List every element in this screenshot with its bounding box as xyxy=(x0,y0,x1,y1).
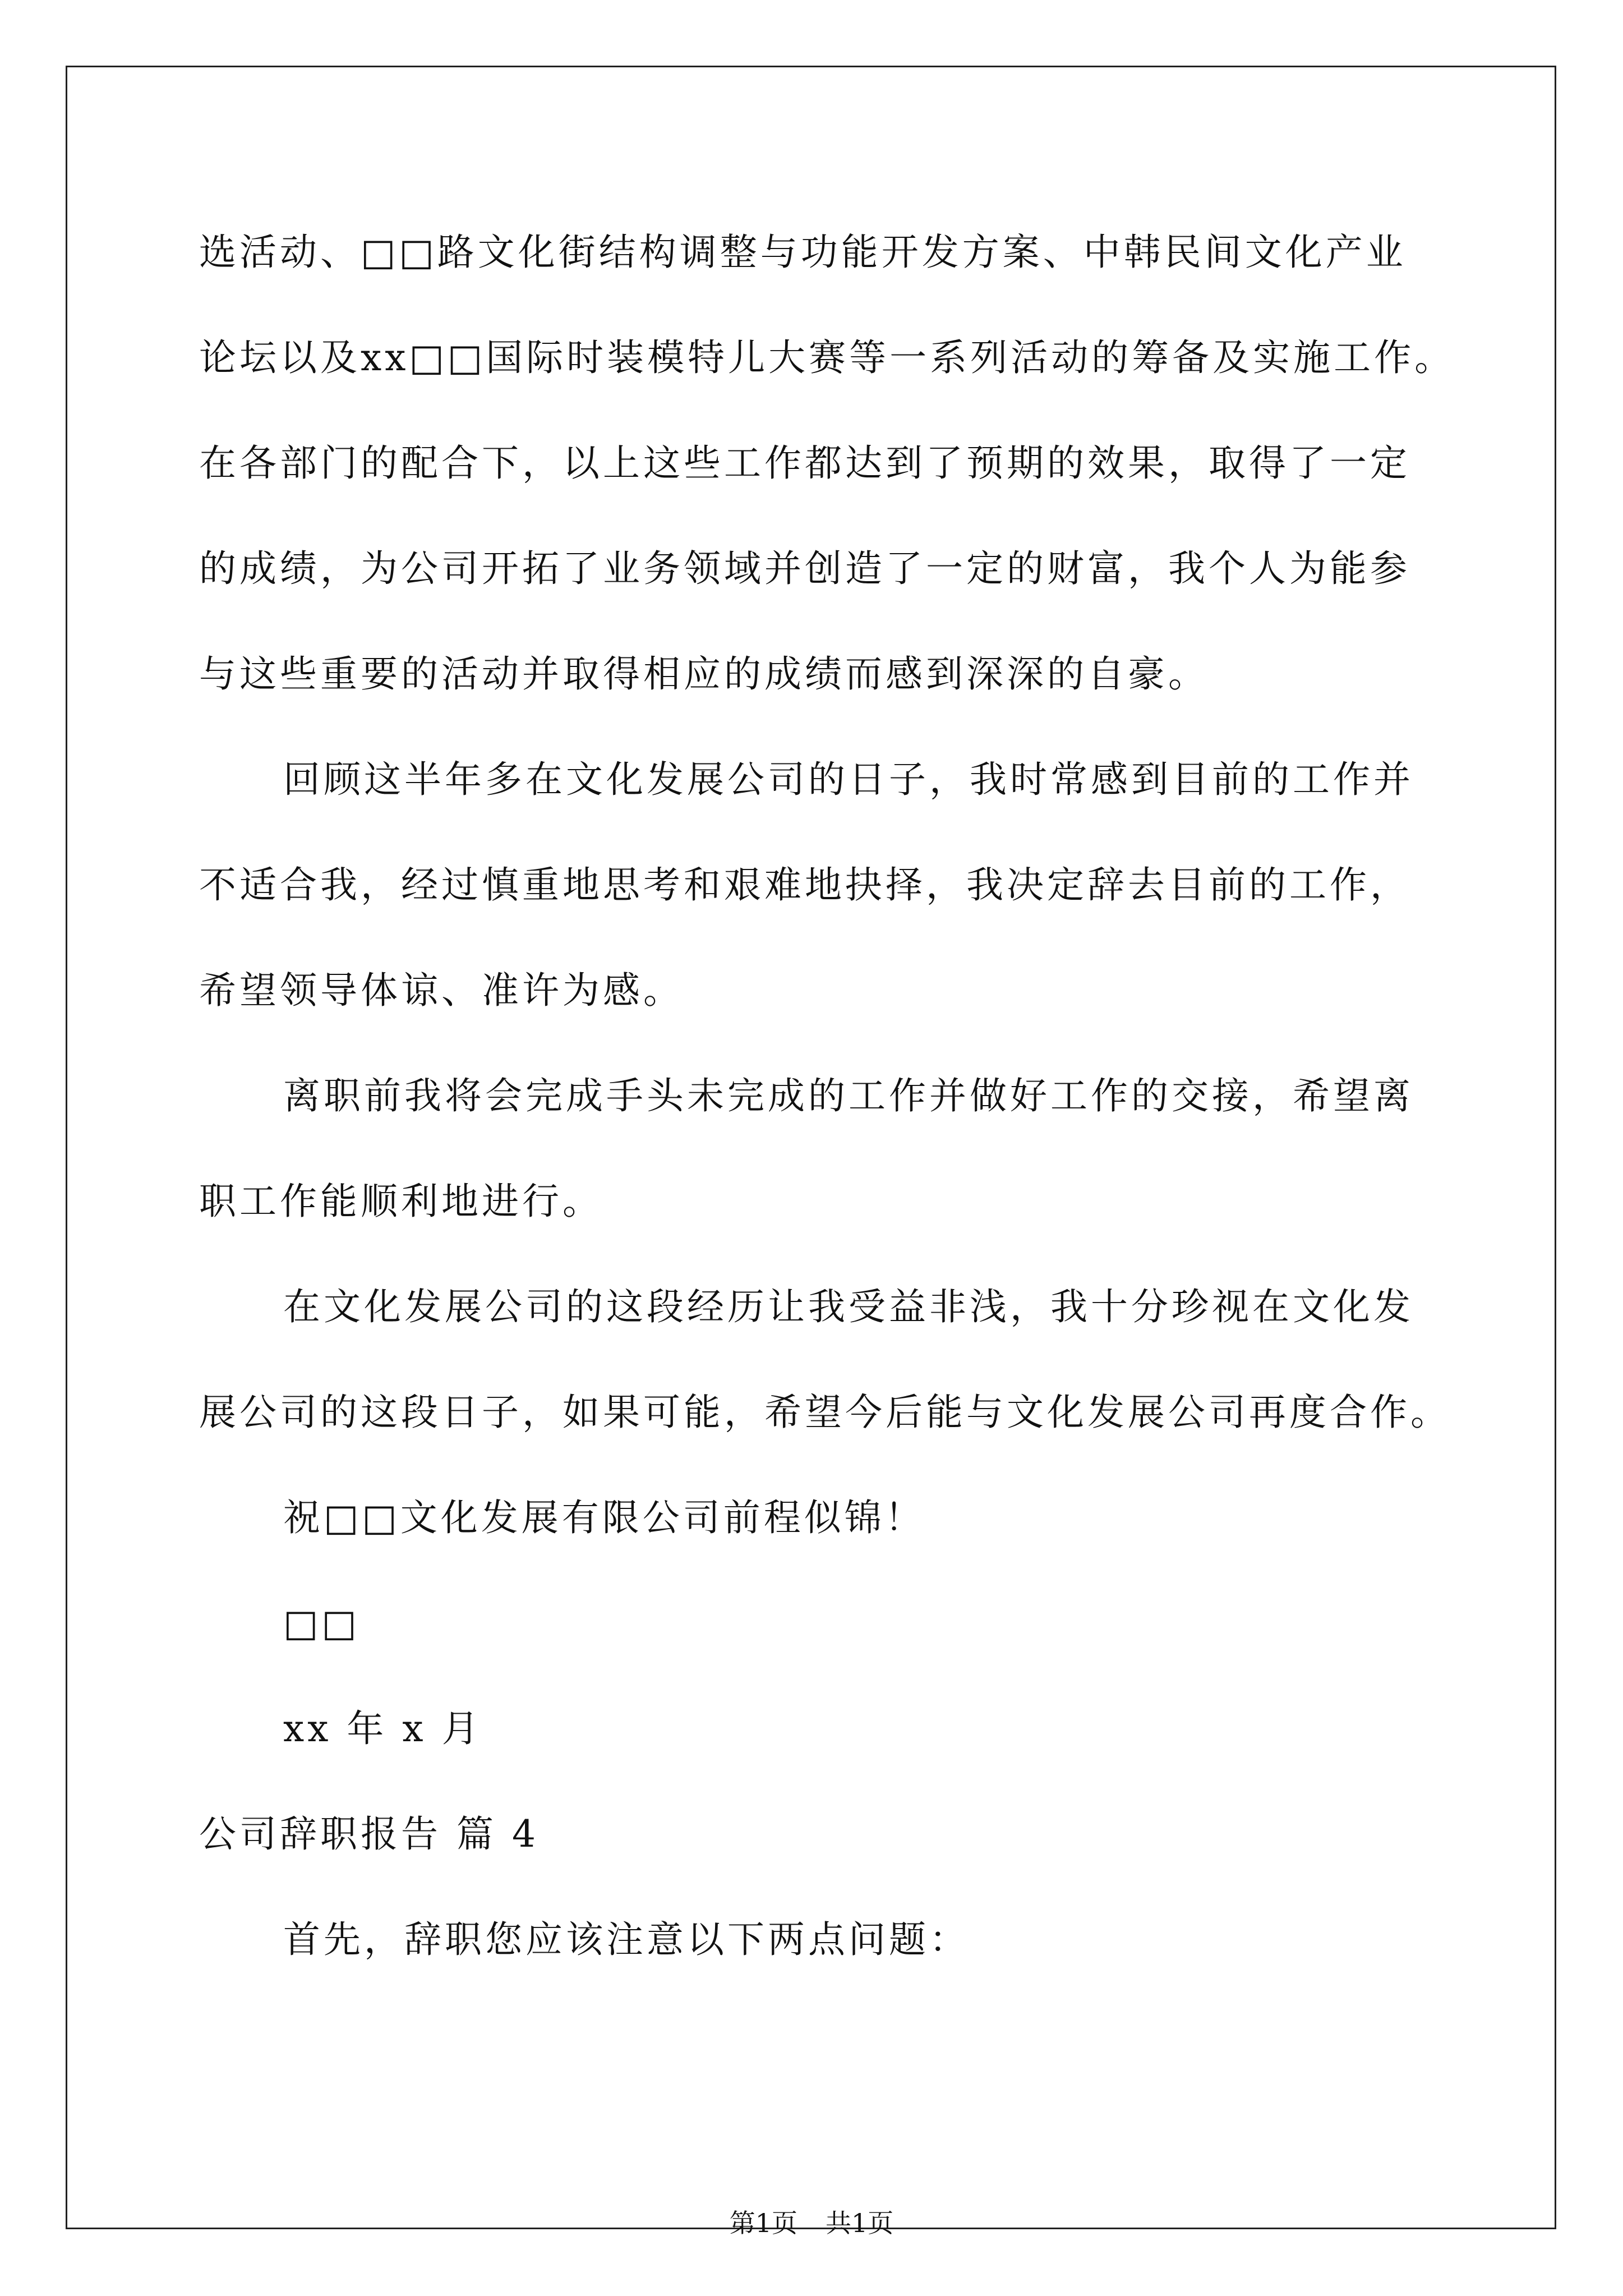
text-line: 展公司的这段日子，如果可能，希望今后能与文化发展公司再度合作。 xyxy=(199,1391,1451,1434)
text-line: 论坛以及xx□□国际时装模特儿大赛等一系列活动的筹备及实施工作。 xyxy=(199,336,1455,379)
text-line: 在各部门的配合下，以上这些工作都达到了预期的效果，取得了一定 xyxy=(199,441,1410,485)
page-total: 共1页 xyxy=(826,2208,894,2238)
text-line: 离职前我将会完成手头未完成的工作并做好工作的交接，希望离 xyxy=(283,1074,1414,1117)
text-line: 与这些重要的活动并取得相应的成绩而感到深深的自豪。 xyxy=(199,652,1209,696)
text-line: 职工作能顺利地进行。 xyxy=(199,1180,603,1223)
page-footer xyxy=(0,2207,1623,2239)
text-line: 在文化发展公司的这段经历让我受益非浅，我十分珍视在文化发 xyxy=(283,1285,1414,1328)
signature-name: □□ xyxy=(283,1602,360,1645)
text-line: 的成绩，为公司开拓了业务领域并创造了一定的财富，我个人为能参 xyxy=(199,547,1410,590)
text-line: 选活动、□□路文化街结构调整与功能开发方案、中韩民间文化产业 xyxy=(199,231,1407,274)
section-heading: 公司辞职报告 篇 4 xyxy=(199,1812,539,1856)
text-line: 不适合我，经过慎重地思考和艰难地抉择，我决定辞去目前的工作， xyxy=(199,863,1410,907)
page-border xyxy=(66,66,1556,2229)
text-line: 首先，辞职您应该注意以下两点问题： xyxy=(283,1918,970,1961)
closing-greeting: 祝□□文化发展有限公司前程似锦！ xyxy=(283,1496,925,1539)
text-line: 希望领导体谅、准许为感。 xyxy=(199,969,684,1012)
signature-date: xx 年 x 月 xyxy=(283,1707,482,1750)
text-line: 回顾这半年多在文化发展公司的日子，我时常感到目前的工作并 xyxy=(283,758,1414,801)
page-number: 第1页 xyxy=(729,2208,797,2238)
